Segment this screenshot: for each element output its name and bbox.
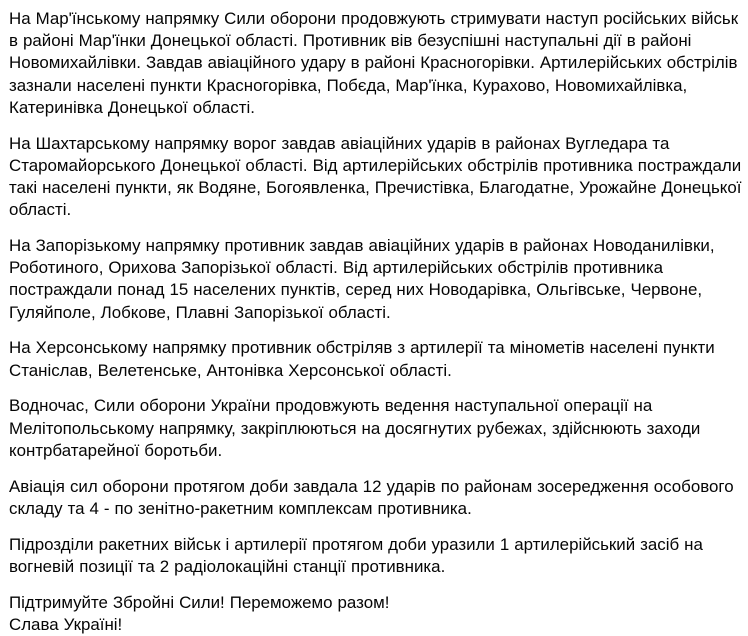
paragraph-shakhtarsk-direction: На Шахтарському напрямку ворог завдав авіаційних ударів в районах Вугледара та Старомайорського Донецької області. Від артилерійських обстрілів противника постраждали такі населені пункти, як Водяне, Богоявленка, Пречистівка, Благодатне, Урожайне Донецької області. — [9, 133, 742, 220]
post-body — [9, 8, 742, 636]
closing-glory-line: Слава Україні! — [9, 614, 123, 634]
paragraph-artillery-strikes: Підрозділи ракетних військ і артилерії протягом доби уразили 1 артилерійський засіб на вогневій позиції та 2 радіолокаційні станції противника. — [9, 534, 703, 576]
paragraph-marinka-direction: На Мар'їнському напрямку Сили оборони продовжують стримувати наступ російських військ в районі Мар'їнки Донецької області. Противник вів безуспішні наступальні дії в районі Новомихайлівки. Завдав авіаційного удару в районі Красногорівки. Артилерійських обстрілів зазнали населені пункти Красногорівка, Побєда, Мар'їнка, Курахово, Новомихайлівка, Катеринівка Донецької області. — [9, 9, 739, 117]
paragraph-kherson-direction: На Херсонському напрямку противник обстріляв з артилерії та мінометів населені пункти Станіслав, Велетенське, Антонівка Херсонської області. — [9, 338, 715, 380]
paragraph-zaporizhzhia-direction: На Запорізькому напрямку противник завдав авіаційних ударів в районах Новоданилівки, Роботиного, Орихова Запорізької області. Від артилерійських обстрілів противника постраждали понад 15 населених пунктів, серед них Новодарівка, Ольгівське, Червоне, Гуляйполе, Лобкове, Плавні Запорізької області. — [9, 236, 715, 322]
paragraph-aviation-strikes: Авіація сил оборони протягом доби завдала 12 ударів по районам зосередження особового складу та 4 - по зенітно-ракетним комплексам противника. — [9, 476, 734, 518]
paragraph-closing — [9, 592, 742, 636]
paragraph-melitopol-offensive: Водночас, Сили оборони України продовжують ведення наступальної операції на Мелітопольському напрямку, закріплюються на досягнутих рубежах, здійснюють заходи контрбатарейної боротьби. — [9, 396, 701, 460]
closing-support-line: Підтримуйте Збройні Сили! Переможемо разом! — [9, 592, 390, 612]
